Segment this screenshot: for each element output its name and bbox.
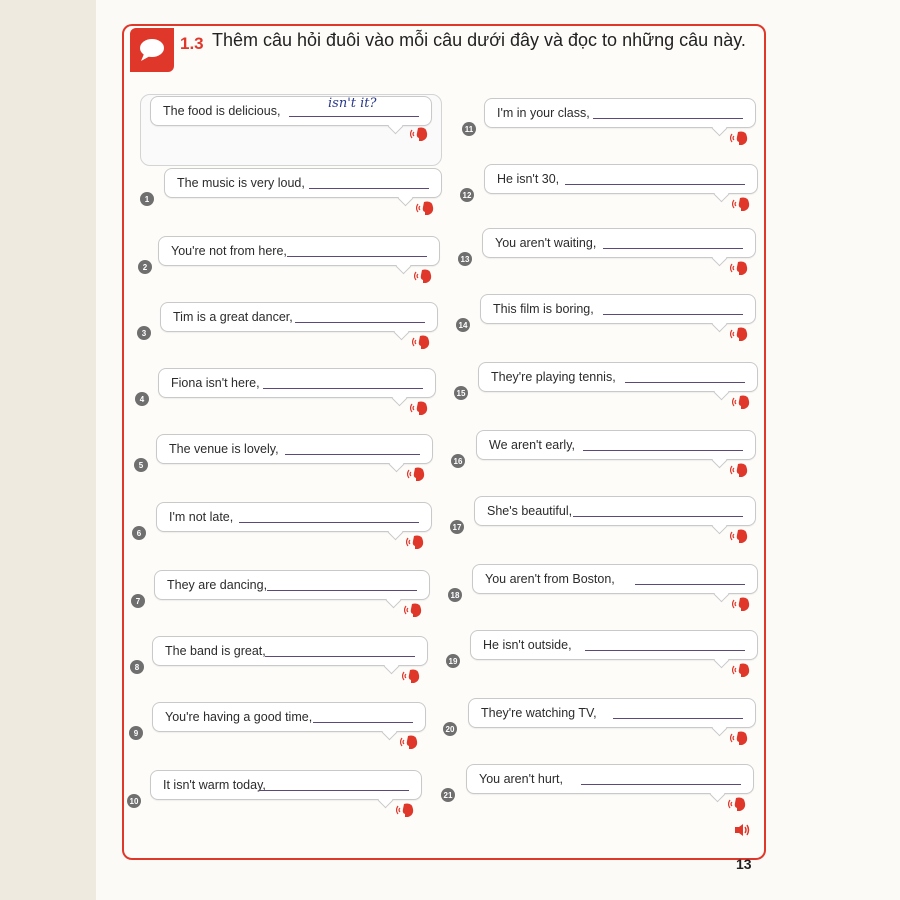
speaking-head-icon [410,126,430,142]
item-number: 17 [450,520,464,534]
item-prompt: You aren't hurt, [479,772,563,786]
speaking-head-icon [402,668,422,684]
page-number: 13 [736,856,752,872]
speaking-head-icon [410,400,430,416]
audio-speaker-icon[interactable] [733,822,751,838]
item-number: 3 [137,326,151,340]
speaking-head-icon [400,734,420,750]
speaking-head-icon [730,462,750,478]
item-bubble [152,702,426,732]
item-number: 8 [130,660,144,674]
item-bubble [468,698,756,728]
item-number: 13 [458,252,472,266]
item-bubble [472,564,758,594]
item-number: 16 [451,454,465,468]
answer-line[interactable] [265,656,415,657]
item-number: 19 [446,654,460,668]
speaking-head-icon [730,260,750,276]
item-prompt: She's beautiful, [487,504,573,518]
item-number: 21 [441,788,455,802]
answer-line[interactable] [585,650,745,651]
answer-line [289,116,419,117]
item-bubble [158,236,440,266]
answer-line[interactable] [603,248,743,249]
exercise-number: 1.3 [180,34,204,53]
item-number: 20 [443,722,457,736]
item-prompt: They're playing tennis, [491,370,616,384]
item-bubble [478,362,758,392]
item-number: 10 [127,794,141,808]
item-prompt: You aren't from Boston, [485,572,615,586]
speaking-head-icon [414,268,434,284]
answer-line[interactable] [287,256,427,257]
answer-line[interactable] [565,184,745,185]
item-number: 6 [132,526,146,540]
item-number: 5 [134,458,148,472]
item-number: 11 [462,122,476,136]
speaking-head-icon [412,334,432,350]
item-bubble [484,164,758,194]
item-number: 14 [456,318,470,332]
item-prompt: Fiona isn't here, [171,376,260,390]
speaking-head-icon [730,528,750,544]
speaking-head-icon [732,596,752,612]
item-prompt: The music is very loud, [177,176,305,190]
item-prompt: He isn't outside, [483,638,572,652]
item-prompt: Tim is a great dancer, [173,310,293,324]
item-number: 7 [131,594,145,608]
item-bubble [156,502,432,532]
answer-line[interactable] [603,314,743,315]
answer-line[interactable] [259,790,409,791]
item-prompt: The venue is lovely, [169,442,279,456]
item-prompt: You're not from here, [171,244,287,258]
item-bubble [160,302,438,332]
item-prompt: This film is boring, [493,302,594,316]
speaking-head-icon [404,602,424,618]
answer-line[interactable] [263,388,423,389]
item-prompt: I'm in your class, [497,106,590,120]
speaking-head-icon [406,534,426,550]
answer-line[interactable] [625,382,745,383]
answer-line[interactable] [295,322,425,323]
item-prompt: I'm not late, [169,510,234,524]
item-prompt: You aren't waiting, [495,236,597,250]
item-bubble [482,228,756,258]
speaking-head-icon [407,466,427,482]
answer-line[interactable] [635,584,745,585]
item-prompt: It isn't warm today, [163,778,266,792]
item-prompt: They're watching TV, [481,706,597,720]
speaking-head-icon [732,394,752,410]
item-bubble [154,570,430,600]
answer-line[interactable] [309,188,429,189]
item-prompt: They are dancing, [167,578,268,592]
example-bubble [150,96,432,126]
answer-line[interactable] [285,454,420,455]
exercise-tab [130,28,174,72]
item-bubble [150,770,422,800]
item-bubble [164,168,442,198]
item-bubble [480,294,756,324]
item-bubble [474,496,756,526]
item-bubble [156,434,433,464]
speaking-head-icon [416,200,436,216]
speaking-head-icon [732,662,752,678]
item-prompt: You're having a good time, [165,710,313,724]
answer-line[interactable] [573,516,743,517]
example-prompt: The food is delicious, [163,104,281,118]
speaking-head-icon [730,326,750,342]
item-bubble [152,636,428,666]
item-number: 1 [140,192,154,206]
item-bubble [476,430,756,460]
speaking-head-icon [732,196,752,212]
item-prompt: We aren't early, [489,438,575,452]
speaking-head-icon [730,130,750,146]
answer-line[interactable] [313,722,413,723]
speech-bubble-icon [138,37,166,63]
exercise-instruction: Thêm câu hỏi đuôi vào mỗi câu dưới đây và đọc to những câu này. [212,30,746,50]
item-number: 2 [138,260,152,274]
answer-line[interactable] [239,522,419,523]
item-bubble [158,368,436,398]
item-number: 15 [454,386,468,400]
item-prompt: The band is great, [165,644,266,658]
answer-line[interactable] [593,118,743,119]
item-prompt: He isn't 30, [497,172,560,186]
example-answer: isn't it? [328,96,377,111]
speaking-head-icon [728,796,748,812]
speaking-head-icon [730,730,750,746]
item-bubble [484,98,756,128]
answer-line[interactable] [267,590,417,591]
item-number: 9 [129,726,143,740]
speaking-head-icon [396,802,416,818]
item-bubble [470,630,758,660]
item-number: 4 [135,392,149,406]
item-number: 18 [448,588,462,602]
answer-line[interactable] [613,718,743,719]
answer-line[interactable] [583,450,743,451]
item-bubble [466,764,754,794]
answer-line[interactable] [581,784,741,785]
item-number: 12 [460,188,474,202]
